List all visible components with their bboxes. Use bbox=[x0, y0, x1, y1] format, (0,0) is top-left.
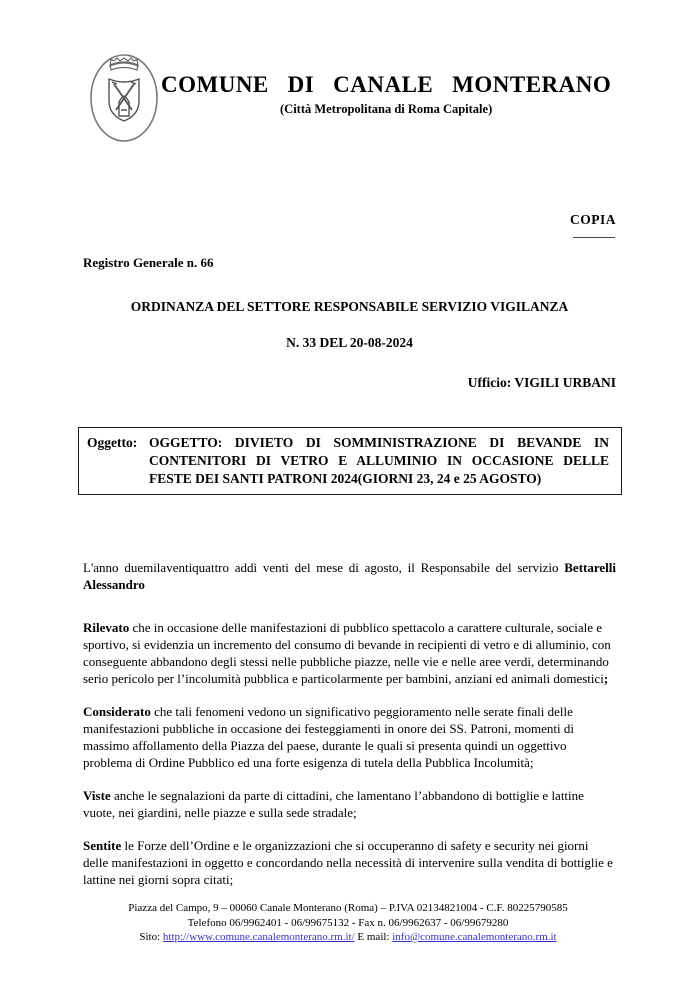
copy-label: COPIA bbox=[570, 212, 616, 227]
header-text bbox=[161, 48, 621, 117]
coat-of-arms-icon bbox=[87, 48, 161, 149]
document-header bbox=[83, 0, 616, 149]
ordinance-title: ORDINANZA DEL SETTORE RESPONSABILE SERVIZIO VIGILANZA bbox=[130, 299, 569, 314]
footer-links-line bbox=[0, 930, 696, 945]
comune-title: COMUNE DI CANALE MONTERANO bbox=[161, 72, 612, 97]
registro-generale: Registro Generale n. 66 bbox=[83, 255, 214, 270]
paragraph-sentite: Sentite le Forze dell’Ordine e le organizzazioni che si occuperanno di safety e security nei giorni delle manifestazioni in oggetto e concordando nella necessità di intervenire sulla vendita di bottiglie e lattine nei giorni sopra citati; bbox=[83, 838, 613, 887]
website-link[interactable]: http://www.comune.canalemonterano.rm.it/ bbox=[162, 931, 355, 943]
ordinance-number: N. 33 DEL 20-08-2024 bbox=[286, 335, 413, 350]
comune-subtitle: (Città Metropolitana di Roma Capitale) bbox=[280, 102, 493, 116]
site-label: Sito: bbox=[139, 931, 163, 943]
paragraph-opening: L'anno duemilaventiquattro addì venti del mese di agosto, il Responsabile del servizio Bettarelli Alessandro bbox=[83, 560, 616, 592]
copy-underline bbox=[573, 237, 615, 238]
subject-box bbox=[78, 427, 622, 495]
footer-address-line: Piazza del Campo, 9 – 00060 Canale Monterano (Roma) – P.IVA 02134821004 - C.F. 80225790585 bbox=[128, 902, 568, 914]
email-label: E mail: bbox=[354, 931, 393, 943]
office-line: Ufficio: VIGILI URBANI bbox=[467, 375, 616, 390]
subject-label: Oggetto: bbox=[87, 435, 138, 450]
paragraph-viste: Viste anche le segnalazioni da parte di cittadini, che lamentano l’abbandono di bottiglie e lattine vuote, nei giardini, nelle piazze e sulla sede stradale; bbox=[83, 788, 584, 820]
paragraph-considerato: Considerato che tali fenomeni vedono un significativo peggioramento nelle serate finali delle manifestazioni pubbliche in occasione dei festeggiamenti in onore dei SS. Patroni, momenti di massimo affollamento della Piazza del paese, durante le quali si presenta quindi un oggettivo problema di Ordine Pubblico ed una forte esigenza di tutela della Pubblica Incolumità; bbox=[83, 704, 574, 770]
paragraph-rilevato: Rilevato che in occasione delle manifestazioni di pubblico spettacolo a carattere culturale, sociale e sportivo, si evidenzia un incremento del consumo di bevande in recipienti di vetro e di alluminio, con conseguente abbandono degli stessi nelle pubbliche piazze, nelle vie e nelle aree verdi, determinando serio pericolo per l’incolumità pubblica e particolarmente per bambini, anziani ed animali domestici; bbox=[83, 620, 611, 686]
subject-text: OGGETTO: DIVIETO DI SOMMINISTRAZIONE DI BEVANDE IN CONTENITORI DI VETRO E ALLUMINIO IN OCCASIONE DELLE FESTE DEI SANTI PATRONI 2024(GIORNI 23, 24 e 25 AGOSTO) bbox=[149, 435, 609, 486]
email-link[interactable]: info@comune.canalemonterano.rm.it bbox=[392, 931, 557, 943]
document-footer bbox=[0, 901, 696, 945]
footer-phone-line: Telefono 06/9962401 - 06/99675132 - Fax n. 06/9962637 - 06/99679280 bbox=[187, 916, 509, 929]
copy-stamp bbox=[83, 211, 616, 238]
document-body bbox=[83, 559, 616, 888]
